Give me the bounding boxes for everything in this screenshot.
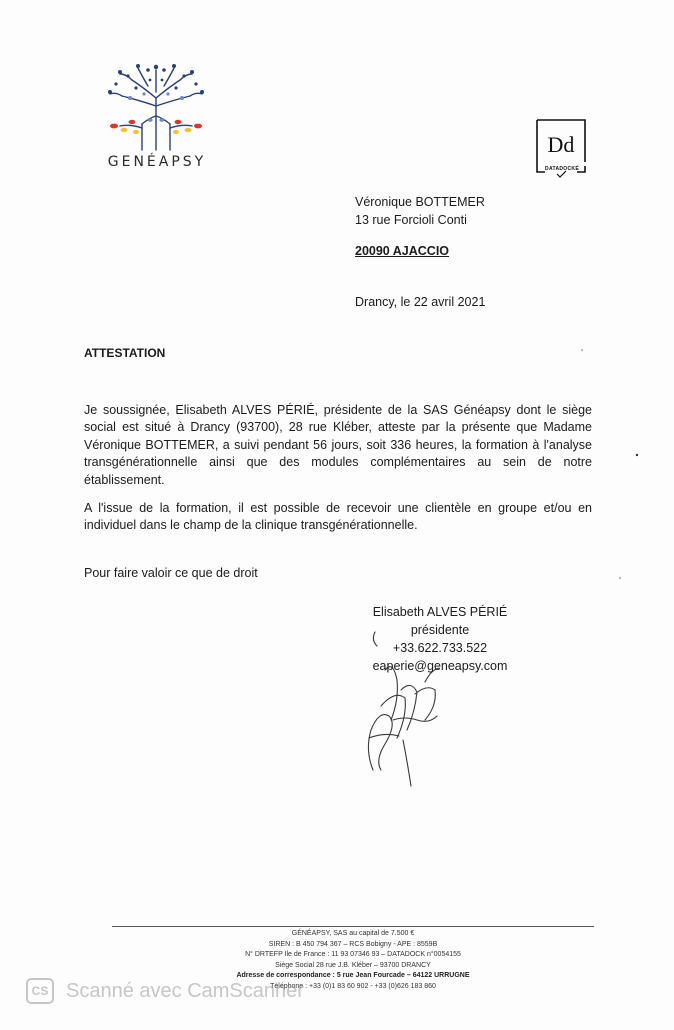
signatory-role: présidente [410,623,470,637]
footer-line-4: Siège Social 28 rue J.B. Kléber – 93700 DRANCY [275,961,431,969]
footer-line-2: SIREN : B 450 794 367 – RCS Bobigny - APE : 8559B [268,940,438,948]
closing-formula: Pour faire valoir ce que de droit [84,566,258,580]
datadock-letters: Dd [547,132,575,157]
date-line: Drancy, le 22 avril 2021 [355,295,486,309]
document-title: ATTESTATION [84,346,166,360]
logo-wordmark: GENÉAPSY [107,154,207,170]
recipient-street: 13 rue Forcioli Conti [355,213,467,227]
body-paragraph-2: A l'issue de la formation, il est possible de recevoir une clientèle en groupe et/ou en individuel dans le champ de la clinique transgénérationnelle. [84,501,592,533]
camscanner-logo-icon: CS [26,978,54,1004]
signatory-email: eaperie@geneapsy.com [372,659,508,673]
recipient-name: Véronique BOTTEMER [355,195,485,209]
signatory-phone: +33.622.733.522 [392,641,488,655]
footer-line-3: N° DRTEFP Ile de France : 11 93 07346 93 – DATADOCK n°0054155 [245,951,461,959]
footer-line-1: GÉNÉAPSY, SAS au capital de 7.500 € [291,930,415,937]
body-paragraph-1: Je soussignée, Elisabeth ALVES PÉRIÉ, présidente de la SAS Généapsy dont le siège social est situé à Drancy (93700), 28 rue Kléber, atteste par la présente que Madame Véronique BOTTEMER, a suivi pendant 56 jours, soit 336 heures, la formation à l'analyse transgénérationnelle ainsi que des modules complémentaires au sein de notre établissement. [84,403,592,487]
recipient-city: 20090 AJACCIO [355,244,450,258]
footer-line-6: Téléphone : +33 (0)1 83 60 902 - +33 (0)626 183 860 [270,982,436,990]
signatory-name: Elisabeth ALVES PÉRIÉ [372,605,508,619]
footer-line-5: Adresse de correspondance : 5 rue Jean Fourcade – 64122 URRUGNE [236,972,470,980]
datadock-label: DATADOCKÉ [545,166,579,172]
camscanner-text: Scanné avec CamScanner [66,980,304,1002]
